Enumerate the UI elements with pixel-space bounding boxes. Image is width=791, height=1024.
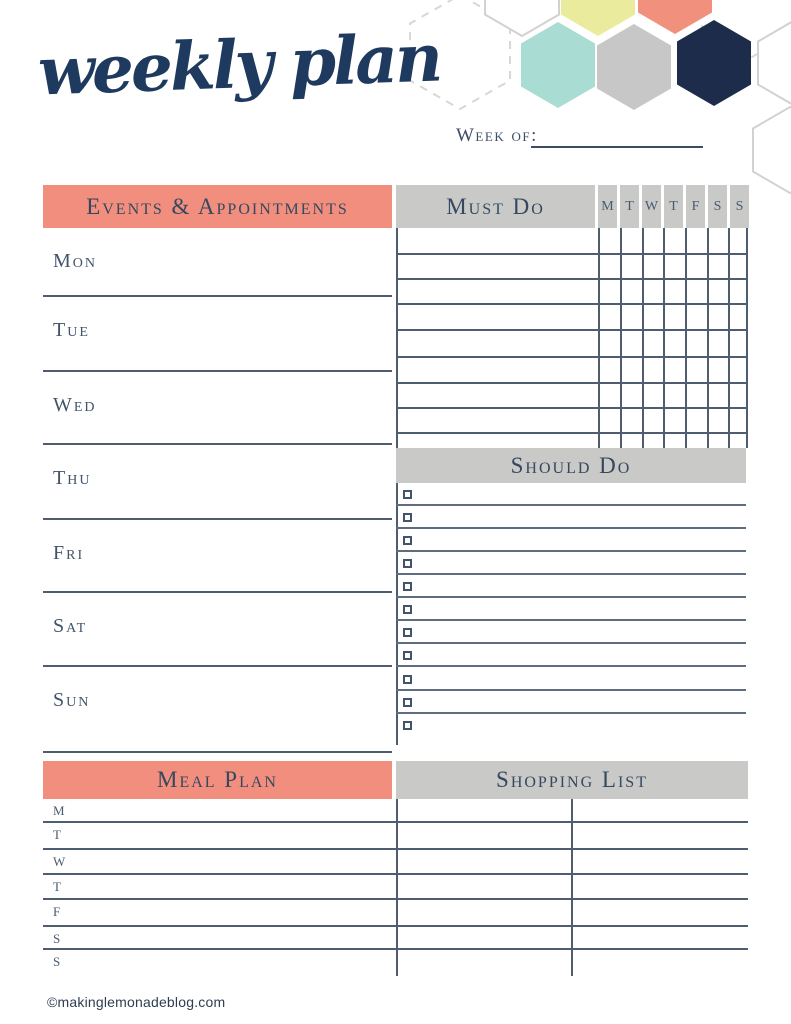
- day-label-tue: Tue: [53, 319, 90, 341]
- must-do-line: [396, 356, 747, 358]
- page-title: weekly plan: [36, 18, 442, 111]
- day-column-header-thu: T: [664, 185, 683, 228]
- week-of-input-line[interactable]: [531, 146, 703, 148]
- must-do-line: [396, 432, 747, 434]
- hexagon-outline-right: [758, 20, 791, 106]
- week-of-label: Week of:: [456, 125, 538, 146]
- checkbox-icon[interactable]: [403, 559, 412, 568]
- should-do-row[interactable]: [396, 714, 746, 738]
- events-section-sun[interactable]: [43, 667, 392, 753]
- day-column-header-sun: S: [730, 185, 749, 228]
- day-grid-line: [620, 228, 622, 448]
- should-do-row[interactable]: [396, 506, 746, 529]
- shopping-list-divider: [396, 799, 398, 976]
- footer-credit: ©makinglemonadeblog.com: [47, 994, 226, 1010]
- must-do-line: [396, 278, 747, 280]
- day-column-header-mon: M: [598, 185, 617, 228]
- hexagon-teal: [521, 22, 595, 108]
- events-section-mon[interactable]: [43, 228, 392, 297]
- events-section-wed[interactable]: [43, 372, 392, 445]
- checkbox-icon[interactable]: [403, 513, 412, 522]
- day-grid-line: [598, 228, 600, 448]
- should-do-row[interactable]: [396, 552, 746, 575]
- events-section-fri[interactable]: [43, 520, 392, 593]
- must-do-line: [396, 253, 747, 255]
- meal-day-initial: M: [53, 803, 65, 818]
- meal-day-initial: T: [53, 827, 61, 842]
- should-do-row[interactable]: [396, 483, 746, 506]
- day-grid-line: [707, 228, 709, 448]
- checkbox-icon[interactable]: [403, 651, 412, 660]
- day-label-fri: Fri: [53, 542, 85, 564]
- day-column-header-wed: W: [642, 185, 661, 228]
- meal-day-initial: W: [53, 854, 66, 869]
- should-do-row[interactable]: [396, 529, 746, 552]
- day-column-header-sat: S: [708, 185, 727, 228]
- day-grid-line: [728, 228, 730, 448]
- day-label-sat: Sat: [53, 615, 88, 637]
- meal-day-initial: T: [53, 879, 61, 894]
- checkbox-icon[interactable]: [403, 582, 412, 591]
- day-column-header-fri: F: [686, 185, 705, 228]
- should-do-row[interactable]: [396, 575, 746, 598]
- hexagon-gray: [597, 24, 671, 110]
- should-do-row[interactable]: [396, 598, 746, 621]
- checkbox-icon[interactable]: [403, 490, 412, 499]
- day-label-thu: Thu: [53, 467, 92, 489]
- day-label-wed: Wed: [53, 394, 97, 416]
- day-grid-line: [642, 228, 644, 448]
- day-grid-line: [685, 228, 687, 448]
- checkbox-icon[interactable]: [403, 536, 412, 545]
- day-grid-line: [663, 228, 665, 448]
- shopping-list-divider: [571, 799, 573, 976]
- day-label-sun: Sun: [53, 689, 91, 711]
- should-do-header: Should Do: [396, 448, 746, 483]
- day-grid-line: [746, 228, 748, 448]
- checkbox-icon[interactable]: [403, 628, 412, 637]
- must-do-line: [396, 303, 747, 305]
- meal-day-initial: F: [53, 904, 61, 919]
- must-do-line: [396, 382, 747, 384]
- hexagon-navy: [677, 20, 751, 106]
- events-section-thu[interactable]: [43, 445, 392, 520]
- should-do-row[interactable]: [396, 621, 746, 644]
- events-section-tue[interactable]: [43, 297, 392, 372]
- day-label-mon: Mon: [53, 250, 98, 272]
- checkbox-icon[interactable]: [403, 698, 412, 707]
- day-column-header-tue: T: [620, 185, 639, 228]
- meal-day-initial: S: [53, 931, 61, 946]
- should-do-row[interactable]: [396, 644, 746, 667]
- hexagon-decoration: [395, 0, 791, 200]
- should-do-row[interactable]: [396, 668, 746, 691]
- shopping-list-header: Shopping List: [396, 761, 748, 799]
- should-do-row[interactable]: [396, 691, 746, 714]
- must-do-header: Must Do: [396, 185, 595, 228]
- checkbox-icon[interactable]: [403, 675, 412, 684]
- hexagon-outline-bottomright: [753, 107, 791, 193]
- checkbox-icon[interactable]: [403, 721, 412, 730]
- meal-plan-header: Meal Plan: [43, 761, 392, 799]
- must-do-line: [396, 329, 747, 331]
- events-section-sat[interactable]: [43, 593, 392, 667]
- meal-day-initial: S: [53, 954, 61, 969]
- checkbox-icon[interactable]: [403, 605, 412, 614]
- events-appointments-header: Events & Appointments: [43, 185, 392, 228]
- must-do-line: [396, 407, 747, 409]
